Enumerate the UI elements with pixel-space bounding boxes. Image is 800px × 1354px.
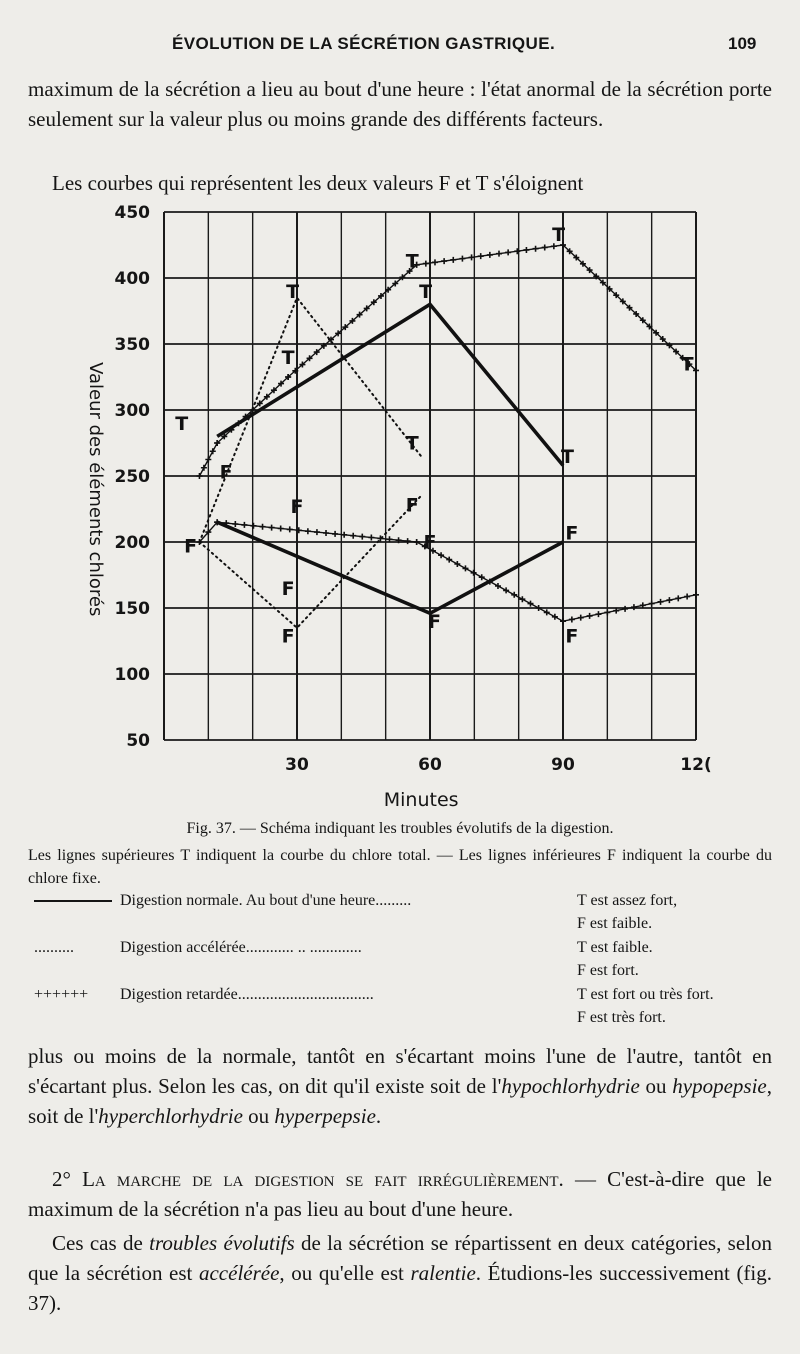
y-tick-label: 50 bbox=[126, 731, 150, 751]
figure-caption-title: Fig. 37. — Schéma indiquant les troubles évolutifs de la digestion. bbox=[186, 820, 614, 837]
x-tick-label: 30 bbox=[285, 755, 309, 775]
point-label-fixe: F bbox=[565, 522, 579, 545]
x-axis-label: Minutes bbox=[383, 789, 459, 811]
series-marker-plus bbox=[454, 561, 460, 567]
series-marker-plus bbox=[495, 583, 501, 589]
series-marker-plus bbox=[314, 529, 320, 535]
point-label-total: T bbox=[419, 280, 433, 303]
point-label-fixe: F bbox=[290, 495, 304, 518]
series-line-fixe-normale bbox=[217, 522, 563, 613]
series-line-fixe-retardee bbox=[200, 522, 697, 621]
series-marker-plus bbox=[487, 252, 493, 258]
legend-label: Digestion retardée.................................. bbox=[120, 986, 374, 1003]
series-marker-plus bbox=[269, 525, 275, 531]
point-label-fixe: F bbox=[281, 625, 295, 648]
series-marker-plus bbox=[341, 532, 347, 538]
point-label-fixe: F bbox=[184, 535, 198, 558]
series-line-total-normale bbox=[217, 304, 563, 465]
y-tick-label: 250 bbox=[114, 467, 150, 487]
paragraph-normale: plus ou moins de la normale, tantôt en s'écartant moins l'une de l'autre, tantôt en s'écartant plus. Selon les cas, on dit qu'il existe soit de l'hypochlorhydrie ou hypopepsie, soit de l'hyperchlorhydrie ou hyperpepsie. bbox=[28, 1044, 773, 1128]
paragraph-courbes: Les courbes qui représentent les deux valeurs F et T s'éloignent bbox=[52, 171, 584, 195]
series-marker-plus bbox=[287, 526, 293, 532]
series-marker-plus bbox=[552, 614, 558, 620]
series-marker-plus bbox=[332, 531, 338, 537]
y-tick-label: 300 bbox=[114, 401, 150, 421]
point-label-fixe: F bbox=[281, 577, 295, 600]
page-number: 109 bbox=[728, 34, 757, 53]
series-marker-plus bbox=[622, 606, 628, 612]
series-marker-plus bbox=[479, 574, 485, 580]
series-marker-plus bbox=[471, 570, 477, 576]
legend-symbol-plus: ++++++ bbox=[34, 986, 89, 1003]
x-tick-label: 12( bbox=[680, 755, 712, 775]
series-marker-plus bbox=[462, 565, 468, 571]
series-marker-plus bbox=[569, 616, 575, 622]
series-marker-plus bbox=[405, 538, 411, 544]
series-marker-plus bbox=[441, 258, 447, 264]
point-label-total: T bbox=[405, 432, 419, 455]
series-marker-plus bbox=[241, 522, 247, 528]
legend-symbol-dotted: .......... bbox=[34, 939, 74, 956]
point-label-fixe: F bbox=[427, 610, 441, 633]
legend-row-accelerated bbox=[28, 936, 788, 983]
legend-label: Digestion normale. Au bout d'une heure......... bbox=[120, 892, 412, 909]
point-label-total: T bbox=[175, 412, 189, 435]
series-marker-plus bbox=[350, 533, 356, 539]
term-hyperpepsie: hyperpepsie bbox=[274, 1104, 376, 1128]
paragraph-categories: Ces cas de troubles évolutifs de la sécrétion se répartissent en deux catégories, selon que la sécrétion est accélérée, ou qu'elle est ralentie. Étudions-les successivement (fig. 37). bbox=[28, 1231, 773, 1315]
legend-label: Digestion accélérée............ .. ............. bbox=[120, 939, 362, 956]
y-tick-label: 200 bbox=[114, 533, 150, 553]
series-marker-plus bbox=[505, 249, 511, 255]
series-marker-plus bbox=[523, 247, 529, 253]
running-head: ÉVOLUTION DE LA SÉCRÉTION GASTRIQUE. bbox=[172, 34, 556, 53]
point-label-fixe: F bbox=[405, 494, 419, 517]
legend-row-delayed bbox=[28, 983, 788, 1030]
series-marker-plus bbox=[359, 534, 365, 540]
y-tick-label: 150 bbox=[114, 599, 150, 619]
series-marker-plus bbox=[478, 253, 484, 259]
paragraph-section-2: 2° La marche de la digestion se fait irrégulièrement. — C'est-à-dire que le maximum de la sécrétion n'a pas lieu au bout d'une heure. bbox=[28, 1167, 772, 1221]
figure-legend bbox=[28, 889, 788, 1030]
point-label-total: T bbox=[552, 224, 566, 247]
series-marker-plus bbox=[278, 526, 284, 532]
series-marker-plus bbox=[414, 539, 420, 545]
series-marker-plus bbox=[595, 611, 601, 617]
term-hypopepsie: hypopepsie bbox=[672, 1074, 767, 1098]
series-marker-plus bbox=[631, 604, 637, 610]
series-line-total-acceleree bbox=[200, 298, 422, 542]
series-marker-plus bbox=[587, 613, 593, 619]
series-marker-plus bbox=[196, 473, 202, 479]
series-marker-plus bbox=[560, 618, 566, 624]
series-marker-plus bbox=[250, 523, 256, 529]
series-marker-plus bbox=[544, 609, 550, 615]
legend-note: T est assez fort, bbox=[577, 892, 678, 909]
page-header bbox=[0, 34, 800, 58]
chart-svg bbox=[60, 196, 740, 816]
term-hyperchlorhydrie: hyperchlorhydrie bbox=[98, 1104, 243, 1128]
point-label-fixe: F bbox=[423, 531, 437, 554]
point-label-total: T bbox=[560, 445, 574, 468]
series-marker-plus bbox=[438, 552, 444, 558]
legend-note: T est faible. bbox=[577, 939, 653, 956]
series-marker-plus bbox=[201, 465, 207, 471]
y-tick-label: 350 bbox=[114, 335, 150, 355]
legend-note: F est fort. bbox=[577, 962, 639, 979]
legend-note: F est faible. bbox=[577, 915, 653, 932]
series-marker-plus bbox=[511, 592, 517, 598]
series-marker-plus bbox=[260, 524, 266, 530]
series-marker-plus bbox=[675, 595, 681, 601]
point-label-total: T bbox=[405, 250, 419, 273]
term-acceleree: accélérée bbox=[198, 1261, 280, 1285]
series-marker-plus bbox=[533, 246, 539, 252]
series-marker-plus bbox=[323, 530, 329, 536]
term-ralentie: ralentie bbox=[410, 1261, 476, 1285]
point-label-total: T bbox=[286, 280, 300, 303]
y-axis-label: Valeur des éléments chlorés bbox=[85, 362, 106, 617]
series-marker-plus bbox=[496, 251, 502, 257]
term-troubles-evolutifs: troubles évolutifs bbox=[149, 1231, 295, 1255]
series-marker-plus bbox=[432, 259, 438, 265]
series-marker-plus bbox=[693, 592, 699, 598]
series-marker-plus bbox=[536, 605, 542, 611]
legend-note: T est fort ou très fort. bbox=[577, 986, 714, 1003]
series-marker-plus bbox=[446, 557, 452, 563]
series-line-total-retardee bbox=[200, 245, 697, 476]
series-marker-plus bbox=[205, 457, 211, 463]
series-marker-plus bbox=[450, 257, 456, 263]
y-tick-label: 400 bbox=[114, 269, 150, 289]
series-marker-plus bbox=[514, 248, 520, 254]
series-marker-plus bbox=[459, 256, 465, 262]
series-marker-plus bbox=[423, 261, 429, 267]
series-marker-plus bbox=[649, 601, 655, 607]
x-tick-label: 90 bbox=[551, 755, 575, 775]
y-tick-label: 100 bbox=[114, 665, 150, 685]
series-marker-plus bbox=[666, 597, 672, 603]
series-marker-plus bbox=[527, 601, 533, 607]
section-heading: La marche de la digestion se fait irrégulièrement bbox=[82, 1167, 559, 1191]
legend-symbol-solid bbox=[28, 889, 118, 912]
term-hypochlorhydrie: hypochlorhydrie bbox=[501, 1074, 640, 1098]
point-label-total: T bbox=[281, 346, 295, 369]
series-marker-plus bbox=[604, 609, 610, 615]
paragraph-intro: maximum de la sécrétion a lieu au bout d'une heure : l'état anormal de la sécrétion porte seulement sur la valeur plus ou moins grande des différents facteurs. bbox=[28, 77, 772, 131]
legend-row-normal bbox=[28, 889, 788, 936]
y-tick-label: 450 bbox=[114, 203, 150, 223]
series-marker-plus bbox=[519, 596, 525, 602]
series-marker-plus bbox=[578, 615, 584, 621]
series-marker-plus bbox=[658, 599, 664, 605]
x-tick-label: 60 bbox=[418, 755, 442, 775]
point-label-fixe: F bbox=[565, 625, 579, 648]
point-label-total: T bbox=[680, 353, 694, 376]
series-marker-plus bbox=[232, 521, 238, 527]
legend-note: F est très fort. bbox=[577, 1009, 666, 1026]
series-marker-plus bbox=[305, 528, 311, 534]
series-marker-plus bbox=[503, 587, 509, 593]
series-marker-plus bbox=[210, 448, 216, 454]
series-marker-plus bbox=[368, 535, 374, 541]
figure-caption-description: Les lignes supérieures T indiquent la courbe du chlore total. — Les lignes inférieures F indiquent la courbe du chlore fixe. bbox=[28, 847, 772, 887]
figure-37-chart bbox=[60, 196, 740, 816]
series-marker-plus bbox=[542, 244, 548, 250]
point-label-fixe: F bbox=[219, 461, 233, 484]
series-marker-plus bbox=[684, 594, 690, 600]
